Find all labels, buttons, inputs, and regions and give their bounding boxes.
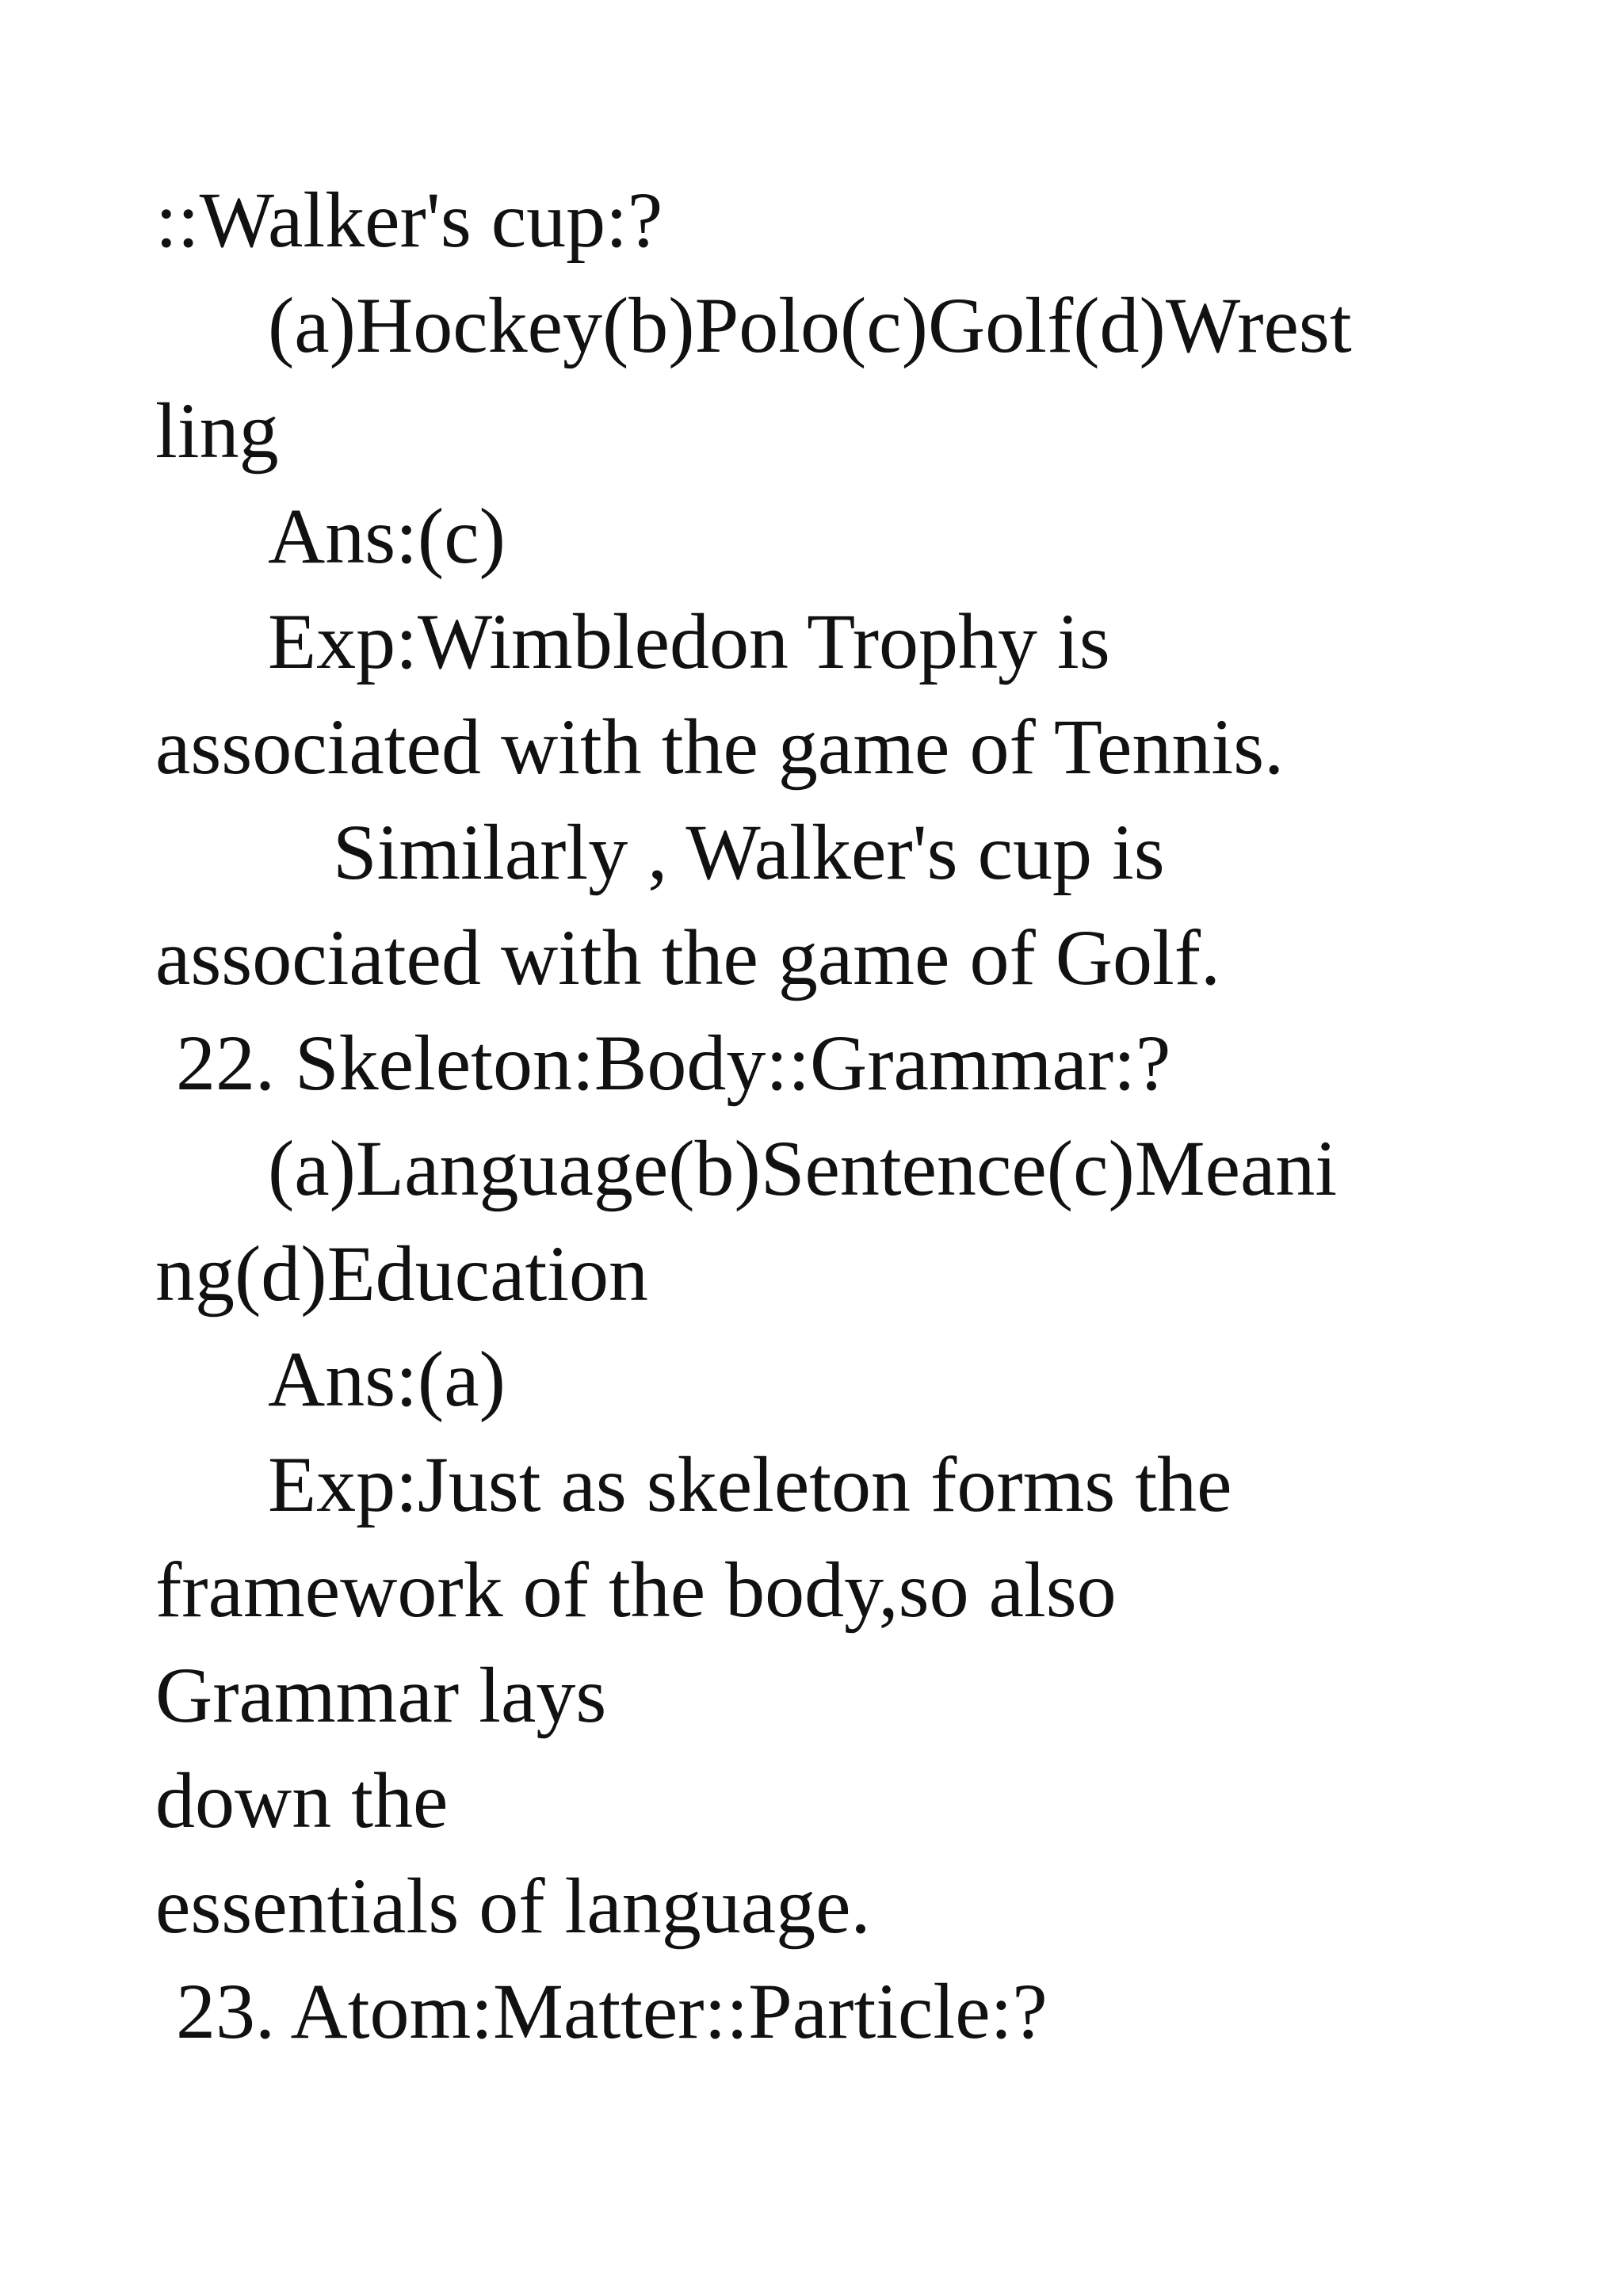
question-21-explanation-end: associated with the game of Golf. (155, 913, 1221, 1001)
question-22-explanation-end: essentials of language. (155, 1862, 871, 1950)
question-21-explanation-similar: Similarly , Walker's cup is (333, 808, 1165, 896)
question-22-options-wrap: ng(d)Education (155, 1230, 649, 1318)
question-21-answer: Ans:(c) (268, 492, 506, 580)
question-22-answer: Ans:(a) (268, 1335, 506, 1423)
question-21-options: (a)Hockey(b)Polo(c)Golf(d)Wrest (268, 281, 1352, 369)
question-21-options-wrap: ling (155, 387, 279, 475)
question-22-prompt: 22. Skeleton:Body::Grammar:? (176, 1019, 1171, 1107)
question-23-prompt: 23. Atom:Matter::Particle:? (176, 1967, 1048, 2055)
question-21-explanation-cont: associated with the game of Tennis. (155, 703, 1285, 791)
question-22-explanation-cont-3: down the (155, 1756, 449, 1844)
question-21-prompt: ::Walker's cup:? (155, 176, 663, 264)
question-22-explanation-cont: framework of the body,so also (155, 1546, 1117, 1634)
question-22-explanation: Exp:Just as skeleton forms the (268, 1440, 1232, 1528)
question-21-explanation: Exp:Wimbledon Trophy is (268, 597, 1110, 685)
question-22-options: (a)Language(b)Sentence(c)Meani (268, 1124, 1338, 1212)
question-22-explanation-cont-2: Grammar lays (155, 1651, 607, 1739)
